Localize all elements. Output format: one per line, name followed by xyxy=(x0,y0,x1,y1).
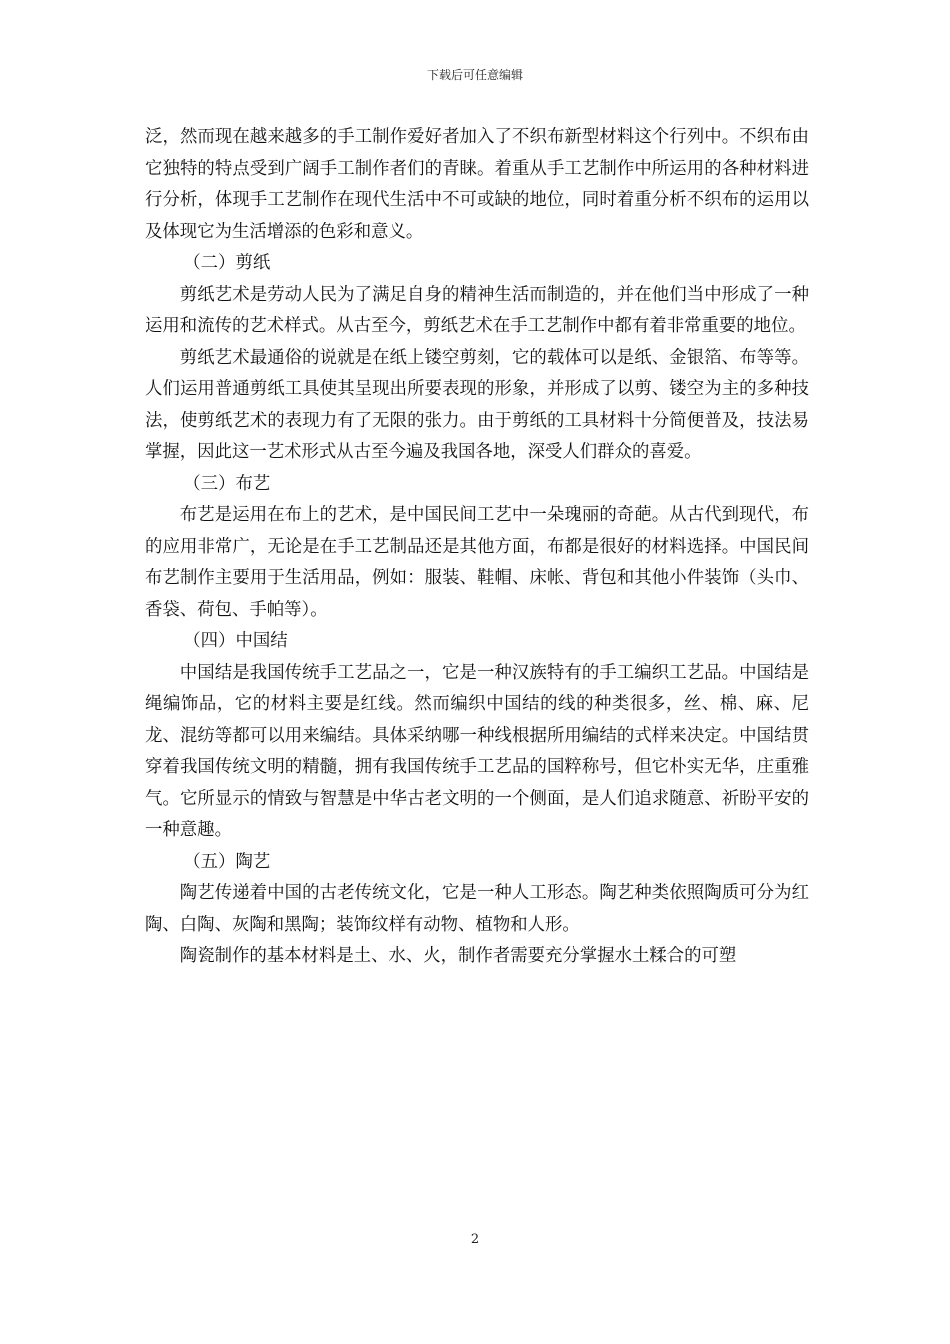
paragraph-paper-cutting-2: 剪纸艺术最通俗的说就是在纸上镂空剪刻，它的载体可以是纸、金银箔、布等等。人们运用普通剪纸工具使其呈现出所要表现的形象，并形成了以剪、镂空为主的多种技法，使剪纸艺术的表现力有了无限的张力。由于剪纸的工具材料十分简便普及，技法易掌握，因此这一艺术形式从古至今遍及我国各地，深受人们群众的喜爱。 xyxy=(145,347,809,462)
paragraph-continuation: 泛，然而现在越来越多的手工制作爱好者加入了不织布新型材料这个行列中。不织布由它独特的特点受到广阔手工制作者们的青睐。着重从手工艺制作中所运用的各种材料进行分析，体现手工艺制作在现代生活中不可或缺的地位，同时着重分析不织布的运用以及体现它为生活增添的色彩和意义。 xyxy=(145,127,809,242)
section-heading-paper-cutting: （二）剪纸 xyxy=(183,253,271,273)
paragraph-pottery-1: 陶艺传递着中国的古老传统文化，它是一种人工形态。陶艺种类依照陶质可分为红陶、白陶、灰陶和黑陶；装饰纹样有动物、植物和人形。 xyxy=(145,883,809,935)
section-heading-chinese-knot: （四）中国结 xyxy=(183,631,288,651)
document-body xyxy=(145,122,809,973)
section-heading-fabric-art: （三）布艺 xyxy=(183,473,271,494)
section-heading-pottery: （五）陶艺 xyxy=(183,851,271,872)
page-header: 下载后可任意编辑 xyxy=(426,68,523,82)
paragraph-chinese-knot: 中国结是我国传统手工艺品之一，它是一种汉族特有的手工编织工艺品。中国结是绳编饰品，它的材料主要是红线。然而编织中国结的线的种类很多，丝、棉、麻、尼龙、混纺等都可以用来编结。具体采纳哪一种线根据所用编结的式样来决定。中国结贯穿着我国传统文明的精髓，拥有我国传统手工艺品的国粹称号，但它朴实无华，庄重雅气。它所显示的情致与智慧是中华古老文明的一个侧面，是人们追求随意、祈盼平安的一种意趣。 xyxy=(145,662,809,840)
paragraph-paper-cutting-1: 剪纸艺术是劳动人民为了满足自身的精神生活而制造的，并在他们当中形成了一种运用和流传的艺术样式。从古至今，剪纸艺术在手工艺制作中都有着非常重要的地位。 xyxy=(145,284,809,336)
paragraph-pottery-2: 陶瓷制作的基本材料是土、水、火，制作者需要充分掌握水土糅合的可塑 xyxy=(179,946,737,966)
paragraph-fabric-art: 布艺是运用在布上的艺术，是中国民间工艺中一朵瑰丽的奇葩。从古代到现代，布的应用非常广，无论是在手工艺制品还是其他方面，布都是很好的材料选择。中国民间布艺制作主要用于生活用品，例如：服装、鞋帽、床帐、背包和其他小件装饰（头巾、香袋、荷包、手帕等）。 xyxy=(145,505,809,620)
page-number: 2 xyxy=(470,1232,480,1247)
